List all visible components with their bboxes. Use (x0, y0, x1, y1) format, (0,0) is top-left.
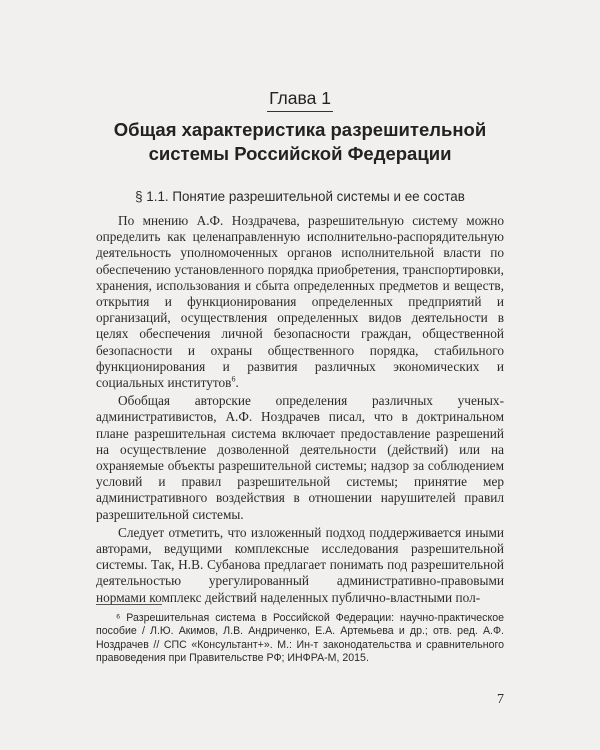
title-line-1: Общая характеристика разрешительной (113, 119, 487, 140)
body-text (96, 213, 504, 606)
footnote-divider (96, 604, 162, 605)
page-number: 7 (497, 692, 504, 707)
paragraph-1: По мнению А.Ф. Ноздрачева, разрешительную систему можно определить как целенаправленную исполнительно-распорядительную деятельность уполномоченных органов исполнительной власти по обеспечению установленного порядка приобретения, транспортировки, хранения, использования и сбыта определенных предметов и веществ, открытия и функционирования определенных предприятий и организаций, осуществления определенных видов деятельности в целях обеспечения личной безопасности граждан, общественной безопасности и охраны общественного порядка, стабильного функционирования и развития различных экономических и социальных институтов$^6$. (96, 213, 504, 391)
footnote-marker: 6 (231, 374, 236, 384)
chapter-title (0, 118, 600, 166)
title-line-2: системы Российской Федерации (148, 143, 452, 164)
section-heading: § 1.1. Понятие разрешительной системы и ее состав (135, 189, 465, 204)
paragraph-2: Обобщая авторские определения различных ученых-административистов, А.Ф. Ноздрачев писал, что в доктринальном плане разрешительная система включает предоставление разрешений на осуществление дозволенной деятельности (действий) или на охраняемые объекты разрешительной системы; надзор за соблюдением условий и правил разрешительной системы; принятие мер административного воздействия в отношении нарушителей правил разрешительной системы. (96, 393, 504, 522)
chapter-label: Глава 1 (0, 88, 600, 112)
footnote: ⁶ Разрешительная система в Российской Федерации: научно-практическое пособие / Л.Ю. Акимов, Л.В. Андриченко, Е.А. Артемьева и др.; отв. ред. А.Ф. Ноздрачев // СПС «Консультант+». М.: Ин-т законодательства и сравнительного правоведения при Правительстве РФ; ИНФРА-М, 2015. (96, 612, 504, 665)
paragraph-3: Следует отметить, что изложенный подход поддерживается иными авторами, ведущими комплексные исследования разрешительной системы. Так, Н.В. Субанова предлагает понимать под разрешительной деятельностью урегулированный административно-правовыми нормами комплекс действий наделенных публично-властными пол- (96, 524, 504, 605)
